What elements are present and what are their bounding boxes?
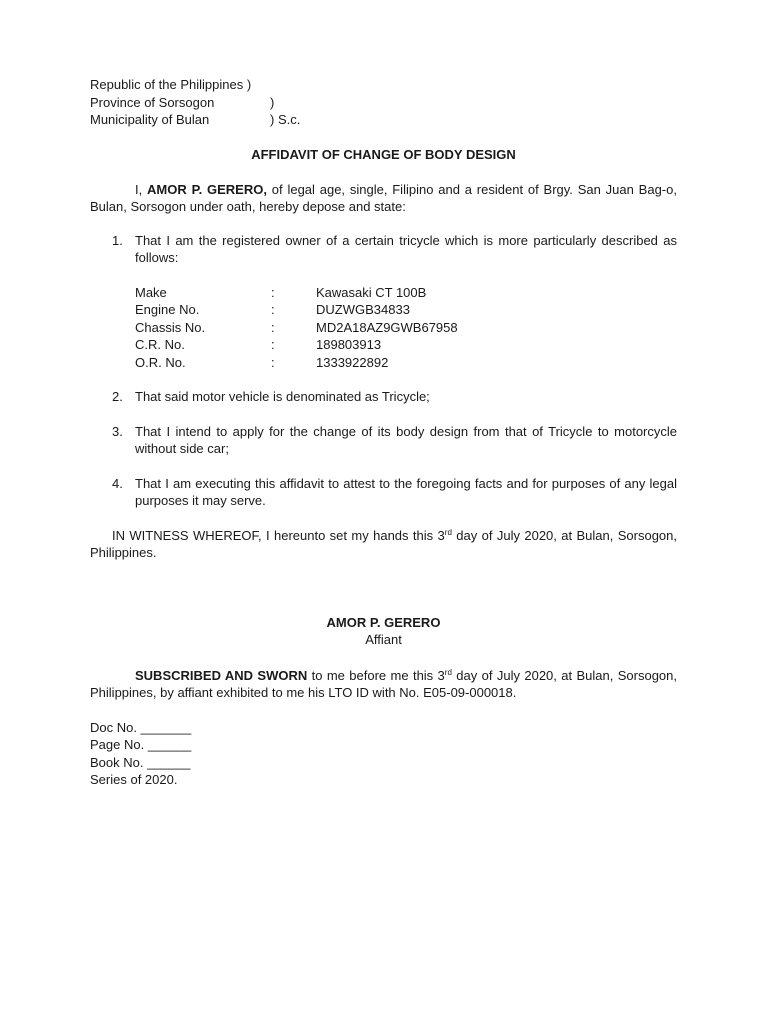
spec-label: Make: [135, 284, 167, 300]
statement-text: That I am the registered owner of a certain tricycle which is more particularly described as follows:: [135, 232, 677, 265]
spec-value: Kawasaki CT 100B: [316, 284, 427, 300]
intro-paragraph: [90, 181, 677, 216]
intro-prefix: I,: [135, 181, 148, 197]
affidavit-document: [90, 76, 677, 789]
statement-item: [90, 388, 677, 406]
witness-text: IN WITNESS WHEREOF, I hereunto set my hands this 3: [112, 527, 445, 543]
book-number-line: Book No. ______: [90, 754, 191, 770]
jurat-text: to me before me this 3: [307, 667, 445, 683]
statement-text: That I intend to apply for the change of its body design from that of Tricycle to motorcycle without side car;: [135, 423, 677, 456]
statement-number: 1.: [112, 232, 123, 248]
spec-colon: :: [271, 284, 275, 300]
venue-bracket: ): [270, 94, 275, 110]
venue-block: [90, 76, 677, 129]
statement-item: [90, 475, 677, 510]
witness-paragraph: [90, 527, 677, 562]
ordinal-suffix: rd: [444, 667, 452, 677]
spec-colon: :: [271, 302, 275, 317]
doc-number-line: Doc No. _______: [90, 719, 192, 735]
spec-row: [135, 284, 458, 302]
affiant-name: AMOR P. GERERO: [326, 614, 441, 630]
numbered-statements: [90, 232, 677, 510]
jurat-paragraph: [90, 667, 677, 702]
venue-label: Republic of the Philippines ): [90, 77, 252, 92]
venue-bracket: ) S.c.: [270, 112, 301, 127]
intro-text: of legal age, single, Filipino and a resident of Brgy. San Juan Bag-o, Bulan, Sorsogon under oath, hereby depose and state:: [90, 181, 677, 214]
spec-row: [135, 319, 458, 337]
statement-item: [90, 423, 677, 458]
spec-label: Chassis No.: [135, 319, 206, 335]
statement-number: 3.: [112, 423, 123, 439]
ordinal-suffix: rd: [444, 527, 452, 537]
witness-text-end: day of July 2020, at Bulan, Sorsogon, Philippines.: [90, 527, 678, 560]
venue-label: Municipality of Bulan: [90, 112, 210, 127]
page-number-line: Page No. ______: [90, 737, 192, 752]
vehicle-spec-table: [135, 284, 458, 372]
spec-label: C.R. No.: [135, 337, 185, 352]
spec-row: [135, 354, 458, 372]
venue-line: [90, 111, 677, 129]
venue-line: [90, 94, 677, 112]
series-line: Series of 2020.: [90, 772, 178, 787]
signature-block: [90, 614, 677, 649]
jurat-text-end: day of July 2020, at Bulan, Sorsogon, Philippines, by affiant exhibited to me his LTO ID with No. E05-09-000018.: [90, 667, 677, 700]
spec-colon: :: [271, 354, 275, 370]
document-title: AFFIDAVIT OF CHANGE OF BODY DESIGN: [251, 146, 516, 162]
affiant-role: Affiant: [365, 632, 402, 647]
spec-colon: :: [271, 337, 275, 352]
spec-row: [135, 301, 458, 319]
spec-value: MD2A18AZ9GWB67958: [316, 319, 458, 335]
notarial-register: [90, 719, 677, 789]
statement-text: That said motor vehicle is denominated as Tricycle;: [135, 389, 430, 404]
statement-number: 2.: [112, 389, 123, 404]
statement-text: That I am executing this affidavit to attest to the foregoing facts and for purposes of any legal purposes it may serve.: [135, 475, 677, 508]
jurat-heading: SUBSCRIBED AND SWORN: [135, 667, 308, 683]
spec-row: [135, 336, 458, 354]
spec-label: Engine No.: [135, 302, 200, 317]
venue-label: Province of Sorsogon: [90, 94, 215, 110]
spec-colon: :: [271, 319, 275, 335]
statement-number: 4.: [112, 475, 123, 491]
spec-value: 1333922892: [316, 354, 389, 370]
spec-value: DUZWGB34833: [316, 302, 410, 317]
spec-value: 189803913: [316, 337, 382, 352]
venue-line: [90, 76, 677, 94]
statement-item: [90, 232, 677, 372]
affiant-name-inline: AMOR P. GERERO,: [147, 181, 267, 197]
spec-label: O.R. No.: [135, 354, 186, 370]
